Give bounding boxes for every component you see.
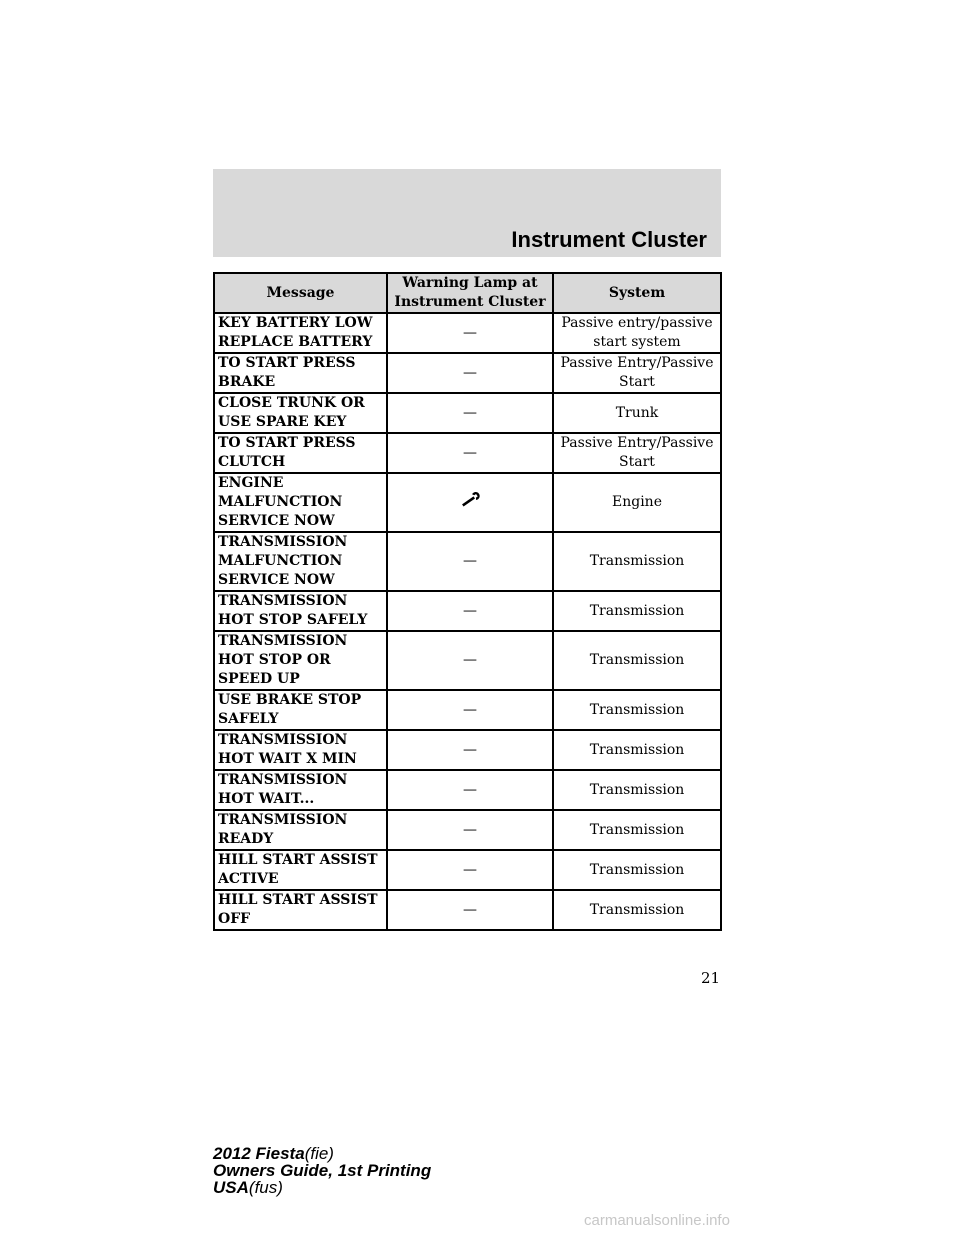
table-row [214, 890, 721, 930]
warning-lamp-cell: — [387, 730, 553, 770]
column-header-warning-lamp: Warning Lamp at Instrument Cluster [387, 273, 553, 313]
message-cell: KEY BATTERY LOW REPLACE BATTERY [214, 313, 387, 353]
system-cell: Trunk [553, 393, 721, 433]
message-table [213, 272, 722, 931]
table-row [214, 532, 721, 591]
warning-lamp-cell: — [387, 690, 553, 730]
message-cell: USE BRAKE STOP SAFELY [214, 690, 387, 730]
table-row [214, 850, 721, 890]
system-cell: Transmission [553, 850, 721, 890]
footer-market: USA [213, 1178, 249, 1197]
system-cell: Transmission [553, 532, 721, 591]
system-cell: Transmission [553, 730, 721, 770]
warning-lamp-cell: — [387, 393, 553, 433]
footer-model: 2012 Fiesta [213, 1144, 305, 1163]
message-cell: HILL START ASSIST ACTIVE [214, 850, 387, 890]
system-cell: Passive Entry/Passive Start [553, 433, 721, 473]
table-header-row [214, 273, 721, 313]
warning-lamp-cell [387, 473, 553, 532]
warning-lamp-cell: — [387, 890, 553, 930]
message-cell: ENGINE MALFUNCTION SERVICE NOW [214, 473, 387, 532]
page-number: 21 [701, 969, 721, 987]
warning-lamp-cell: — [387, 313, 553, 353]
table-row [214, 313, 721, 353]
message-cell: TRANSMISSION HOT WAIT... [214, 770, 387, 810]
system-cell: Passive Entry/Passive Start [553, 353, 721, 393]
table-row [214, 473, 721, 532]
table-row [214, 810, 721, 850]
section-header-box [213, 169, 721, 257]
column-header-message: Message [214, 273, 387, 313]
system-cell: Transmission [553, 890, 721, 930]
system-cell: Transmission [553, 591, 721, 631]
warning-lamp-cell: — [387, 850, 553, 890]
table-row [214, 730, 721, 770]
warning-lamp-cell: — [387, 770, 553, 810]
table-row [214, 433, 721, 473]
watermark: carmanualsonline.info [584, 1212, 730, 1229]
message-cell: HILL START ASSIST OFF [214, 890, 387, 930]
message-cell: TRANSMISSION HOT STOP SAFELY [214, 591, 387, 631]
message-cell: TRANSMISSION HOT STOP OR SPEED UP [214, 631, 387, 690]
message-cell: CLOSE TRUNK OR USE SPARE KEY [214, 393, 387, 433]
warning-lamp-cell: — [387, 532, 553, 591]
table-row [214, 353, 721, 393]
footer [213, 1145, 431, 1196]
column-header-system: System [553, 273, 721, 313]
warning-lamp-cell: — [387, 433, 553, 473]
message-cell: TRANSMISSION MALFUNCTION SERVICE NOW [214, 532, 387, 591]
warning-lamp-cell: — [387, 591, 553, 631]
system-cell: Transmission [553, 770, 721, 810]
warning-lamp-cell: — [387, 353, 553, 393]
system-cell: Engine [553, 473, 721, 532]
system-cell: Transmission [553, 690, 721, 730]
message-cell: TRANSMISSION HOT WAIT X MIN [214, 730, 387, 770]
section-title: Instrument Cluster [511, 227, 707, 252]
footer-market-code: (fus) [248, 1178, 283, 1197]
table-row [214, 770, 721, 810]
system-cell: Transmission [553, 810, 721, 850]
table-row [214, 631, 721, 690]
table-row [214, 690, 721, 730]
footer-model-code: (fie) [304, 1144, 334, 1163]
message-cell: TO START PRESS CLUTCH [214, 433, 387, 473]
message-cell: TO START PRESS BRAKE [214, 353, 387, 393]
message-cell: TRANSMISSION READY [214, 810, 387, 850]
footer-guide-edition: Owners Guide, 1st Printing [213, 1161, 432, 1180]
warning-lamp-cell: — [387, 631, 553, 690]
warning-lamp-cell: — [387, 810, 553, 850]
table-row [214, 591, 721, 631]
system-cell: Transmission [553, 631, 721, 690]
table-row [214, 393, 721, 433]
system-cell: Passive entry/passive start system [553, 313, 721, 353]
wrench-icon [459, 490, 481, 516]
